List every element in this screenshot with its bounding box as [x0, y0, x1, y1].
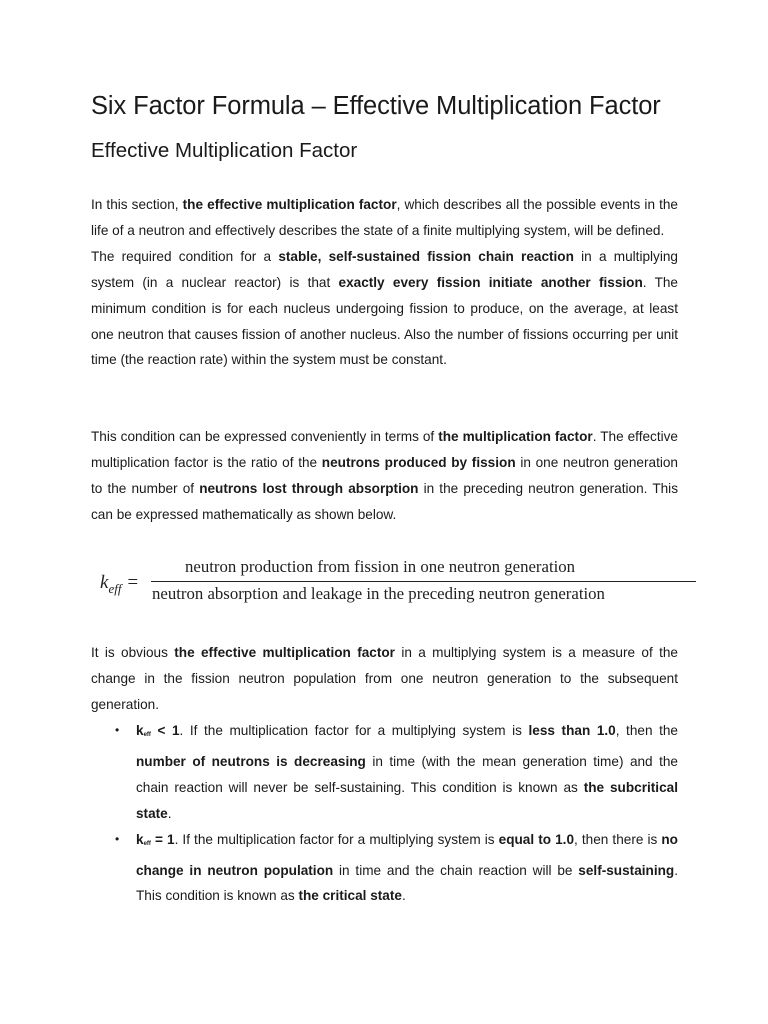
text-run: in the preceding neutron generation. This can be expressed mathematically as shown below. — [91, 480, 678, 522]
text-run: in a multiplying system (in a nuclear reactor) is that — [91, 248, 678, 290]
bullet-icon: • — [115, 831, 120, 846]
text-run: , then the — [615, 723, 678, 738]
measure-paragraph — [91, 640, 678, 718]
bold-term: self-sustaining — [578, 862, 675, 878]
text-run: . If the multiplication factor for a multiplying system is — [179, 723, 529, 738]
text-run: . The minimum condition is for each nucleus undergoing fission to produce, on the average, at least one neutron that causes fission of another nucleus. Also the number of fissions occurring per unit time (the reaction rate) within the system must be constant. — [91, 274, 678, 368]
text-run: The required condition for a — [91, 248, 279, 264]
keff-formula — [100, 556, 605, 608]
formula-denominator: neutron absorption and leakage in the preceding neutron generation — [152, 584, 605, 603]
list-item-subcritical — [115, 718, 678, 827]
text-run: in one neutron generation to the number of — [91, 454, 678, 496]
bold-term: neutrons produced by fission — [321, 454, 516, 470]
formula-lhs — [100, 572, 139, 597]
fraction-bar — [151, 581, 696, 582]
text-run: in a multiplying system is a measure of the change in the fission neutron population from one neutron generation to the subsequent generation. — [91, 645, 678, 712]
bold-term: neutrons lost through absorption — [199, 480, 419, 496]
text-run: . — [401, 888, 406, 904]
bold-term: exactly every fission initiate another fission — [338, 274, 643, 290]
intro-paragraph — [91, 192, 678, 373]
text-run: in time and the chain reaction will be — [333, 862, 579, 878]
definition-paragraph — [91, 424, 678, 528]
text-run: It is obvious — [91, 645, 175, 660]
bullet-icon: • — [115, 723, 120, 737]
page-title: Six Factor Formula – Effective Multiplication Factor — [91, 92, 661, 120]
formula-subscript: eff — [108, 580, 122, 596]
bold-term: the effective multiplication factor — [182, 197, 397, 212]
text-run: In this section, — [91, 197, 183, 212]
section-heading: Effective Multiplication Factor — [91, 139, 358, 162]
formula-equals: = — [121, 572, 140, 593]
bold-term: the effective multiplication factor — [174, 645, 395, 660]
text-run: in time (with the mean generation time) and the chain reaction will never be self-sustaining. This condition is known as — [136, 753, 678, 795]
keff-subscript: eff — [143, 732, 151, 738]
text-run: , then there is — [574, 831, 662, 847]
bold-term: number of neutrons is decreasing — [136, 753, 366, 769]
list-item-critical — [115, 827, 679, 910]
keff-symbol: k — [136, 831, 144, 847]
text-run: . — [167, 805, 172, 821]
keff-symbol: k — [136, 723, 144, 738]
bold-term: the critical state — [298, 888, 402, 904]
bold-term: no change in neutron population — [136, 831, 678, 878]
keff-condition: < 1 — [150, 723, 180, 738]
text-run: This condition can be expressed conveniently in terms of — [91, 429, 439, 444]
bold-term: the multiplication factor — [438, 429, 593, 444]
bold-term: the subcritical state — [136, 779, 678, 821]
criticality-list — [0, 718, 768, 909]
bold-term: stable, self-sustained fission chain reaction — [278, 248, 574, 264]
bold-term: equal to 1.0 — [498, 831, 575, 847]
keff-subscript: eff — [143, 840, 151, 847]
text-run: , which describes all the possible events in the life of a neutron and effectively describes the state of a finite multiplying system, will be defined. — [91, 197, 678, 238]
formula-numerator: neutron production from fission in one neutron generation — [185, 557, 576, 576]
bold-term: less than 1.0 — [528, 723, 616, 738]
formula-symbol: k — [100, 572, 109, 593]
text-run: . The effective multiplication factor is the ratio of the — [91, 429, 678, 470]
text-run: . If the multiplication factor for a multiplying system is — [174, 831, 499, 847]
text-run: . This condition is known as — [136, 862, 679, 904]
keff-condition: = 1 — [150, 831, 175, 847]
